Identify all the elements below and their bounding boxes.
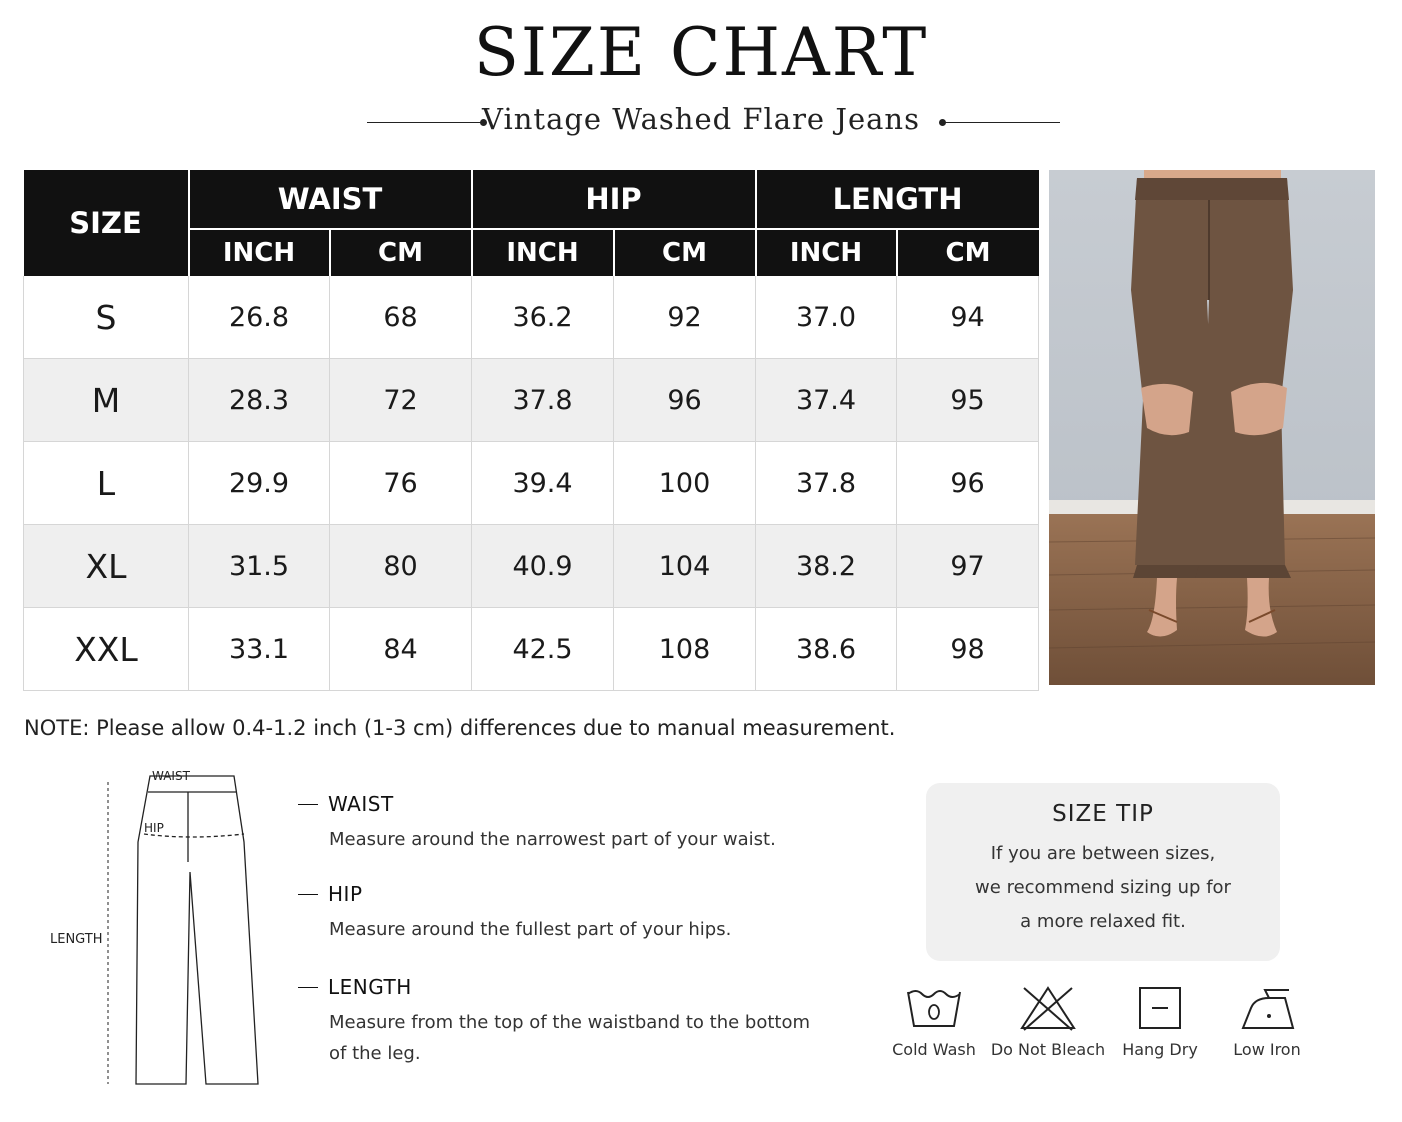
size-tip-box — [926, 783, 1280, 961]
size-header: SIZE — [24, 170, 189, 276]
size-table — [23, 170, 1039, 691]
product-photo — [1049, 170, 1375, 685]
value-cell: 37.0 — [756, 276, 897, 359]
size-tip-line: If you are between sizes, — [990, 843, 1216, 864]
value-cell: 104 — [614, 525, 756, 608]
unit-header: INCH — [189, 229, 330, 276]
care-hang-dry — [1100, 984, 1220, 1059]
length-dash — [298, 987, 318, 988]
value-cell: 98 — [897, 608, 1039, 691]
value-cell: 28.3 — [189, 359, 330, 442]
measurement-diagram — [40, 762, 280, 1097]
size-cell: S — [24, 276, 189, 359]
unit-header: CM — [330, 229, 472, 276]
value-cell: 29.9 — [189, 442, 330, 525]
care-do-not-bleach — [988, 984, 1108, 1059]
length-description: Measure from the top of the waistband to the bottom of the leg. — [329, 1012, 810, 1064]
value-cell: 108 — [614, 608, 756, 691]
diagram-length-label: LENGTH — [50, 932, 103, 947]
table-row — [24, 359, 1039, 442]
value-cell: 37.4 — [756, 359, 897, 442]
do-not-bleach-icon — [1018, 984, 1078, 1032]
value-cell: 92 — [614, 276, 756, 359]
care-low-iron — [1207, 984, 1327, 1059]
value-cell: 84 — [330, 608, 472, 691]
value-cell: 72 — [330, 359, 472, 442]
value-cell: 38.2 — [756, 525, 897, 608]
value-cell: 96 — [897, 442, 1039, 525]
value-cell: 80 — [330, 525, 472, 608]
value-cell: 26.8 — [189, 276, 330, 359]
value-cell: 31.5 — [189, 525, 330, 608]
page-title: SIZE CHART — [473, 14, 929, 91]
measurement-note: NOTE: Please allow 0.4-1.2 inch (1-3 cm) differences due to manual measurement. — [24, 716, 896, 740]
value-cell: 33.1 — [189, 608, 330, 691]
diagram-waist-label: WAIST — [152, 769, 190, 783]
size-cell: XXL — [24, 608, 189, 691]
value-cell: 40.9 — [472, 525, 614, 608]
table-row — [24, 442, 1039, 525]
unit-header: INCH — [756, 229, 897, 276]
length-label: LENGTH — [328, 975, 412, 999]
care-label: Do Not Bleach — [990, 1040, 1106, 1059]
hip-label: HIP — [328, 882, 363, 906]
care-cold-wash — [874, 984, 994, 1059]
care-label: Low Iron — [1233, 1040, 1301, 1059]
value-cell: 76 — [330, 442, 472, 525]
hip-dash — [298, 894, 318, 895]
size-cell: M — [24, 359, 189, 442]
value-cell: 37.8 — [756, 442, 897, 525]
value-cell: 37.8 — [472, 359, 614, 442]
low-iron-icon — [1235, 984, 1299, 1032]
cold-wash-icon — [904, 984, 964, 1032]
value-cell: 94 — [897, 276, 1039, 359]
subtitle-row — [0, 102, 1402, 142]
unit-header: CM — [614, 229, 756, 276]
waist-label: WAIST — [328, 792, 394, 816]
value-cell: 96 — [614, 359, 756, 442]
page-subtitle: Vintage Washed Flare Jeans — [482, 102, 920, 136]
length-header: LENGTH — [756, 170, 1039, 229]
size-cell: L — [24, 442, 189, 525]
size-tip-line: a more relaxed fit. — [1020, 911, 1186, 932]
size-tip-title: SIZE TIP — [1052, 801, 1154, 827]
value-cell: 39.4 — [472, 442, 614, 525]
size-cell: XL — [24, 525, 189, 608]
value-cell: 97 — [897, 525, 1039, 608]
hip-description: Measure around the fullest part of your hips. — [329, 919, 732, 940]
unit-header: INCH — [472, 229, 614, 276]
unit-header: CM — [897, 229, 1039, 276]
size-tip-line: we recommend sizing up for — [975, 877, 1231, 898]
table-row — [24, 608, 1039, 691]
care-label: Cold Wash — [892, 1040, 976, 1059]
waist-header: WAIST — [189, 170, 472, 229]
value-cell: 36.2 — [472, 276, 614, 359]
value-cell: 38.6 — [756, 608, 897, 691]
hip-measurement — [298, 882, 819, 945]
value-cell: 42.5 — [472, 608, 614, 691]
diagram-hip-label: HIP — [144, 821, 164, 835]
value-cell: 95 — [897, 359, 1039, 442]
length-measurement — [298, 975, 819, 1069]
hang-dry-icon — [1130, 984, 1190, 1032]
hip-header: HIP — [472, 170, 756, 229]
waist-dash — [298, 804, 318, 805]
waist-measurement — [298, 792, 819, 855]
care-label: Hang Dry — [1122, 1040, 1198, 1059]
value-cell: 100 — [614, 442, 756, 525]
subtitle-right-rule — [943, 122, 1060, 123]
table-row — [24, 276, 1039, 359]
table-row — [24, 525, 1039, 608]
value-cell: 68 — [330, 276, 472, 359]
waist-description: Measure around the narrowest part of your waist. — [329, 829, 776, 850]
